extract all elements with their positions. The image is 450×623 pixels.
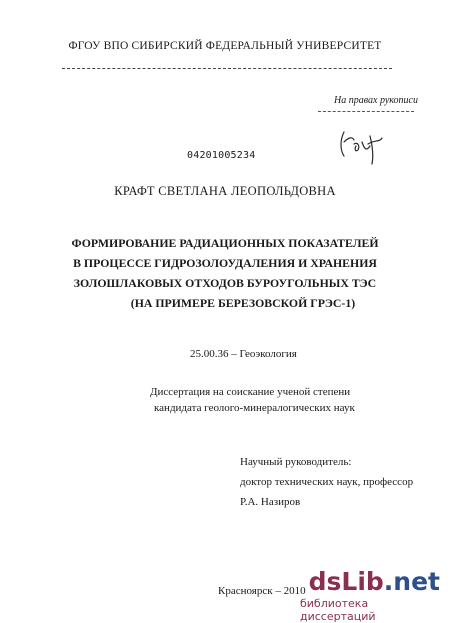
specialty-code: 25.00.36 – Геоэкология bbox=[190, 348, 297, 360]
watermark-brand-tld: .net bbox=[383, 567, 440, 596]
header-divider bbox=[62, 68, 392, 69]
scientific-adviser bbox=[240, 452, 413, 512]
city-year: Красноярск – 2010 bbox=[218, 585, 306, 597]
adviser-degree: доктор технических наук, профессор bbox=[240, 476, 414, 488]
handwritten-signature bbox=[334, 122, 388, 168]
watermark-brand-main: dsLib bbox=[308, 567, 384, 596]
dissertation-degree bbox=[150, 384, 355, 416]
dslib-watermark bbox=[300, 567, 448, 623]
title-line: ЗОЛОШЛАКОВЫХ ОТХОДОВ БУРОУГОЛЬНЫХ ТЭС bbox=[73, 276, 377, 290]
document-code: 04201005234 bbox=[187, 150, 256, 161]
rights-underline bbox=[318, 111, 414, 112]
watermark-subtitle: библиотека диссертаций bbox=[300, 597, 376, 623]
watermark-brand bbox=[309, 567, 440, 596]
author-name: КРАФТ СВЕТЛАНА ЛЕОПОЛЬДОВНА bbox=[114, 184, 336, 198]
title-line: В ПРОЦЕССЕ ГИДРОЗОЛОУДАЛЕНИЯ И ХРАНЕНИЯ bbox=[73, 256, 377, 270]
adviser-role: Научный руководитель: bbox=[240, 456, 352, 468]
dissertation-title bbox=[0, 233, 450, 313]
degree-line-2: кандидата геолого-минералогических наук bbox=[154, 402, 355, 414]
title-line: (НА ПРИМЕРЕ БЕРЕЗОВСКОЙ ГРЭС-1) bbox=[130, 296, 356, 310]
title-line: ФОРМИРОВАНИЕ РАДИАЦИОННЫХ ПОКАЗАТЕЛЕЙ bbox=[71, 236, 379, 250]
organization-name: ФГОУ ВПО СИБИРСКИЙ ФЕДЕРАЛЬНЫЙ УНИВЕРСИТЕТ bbox=[68, 40, 382, 52]
rights-note: На правах рукописи bbox=[334, 95, 418, 106]
adviser-name: Р.А. Назиров bbox=[240, 496, 301, 508]
degree-line-1: Диссертация на соискание ученой степени bbox=[150, 386, 351, 398]
